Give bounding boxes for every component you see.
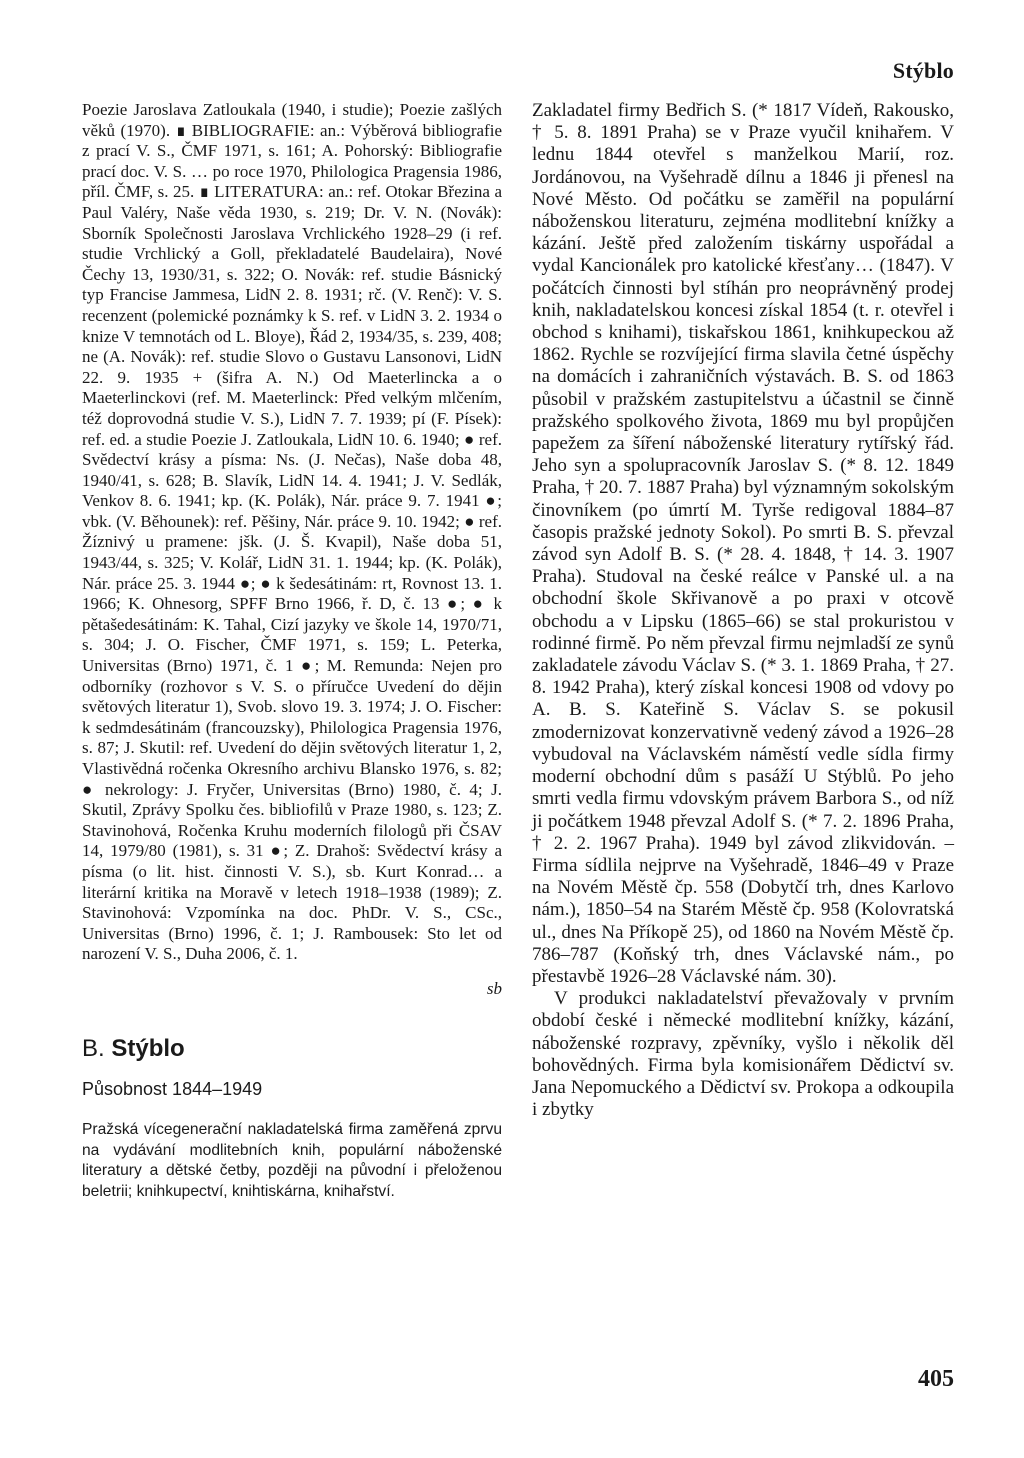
entry-period: Působnost 1844–1949 (82, 1078, 263, 1099)
entry-title (82, 1035, 502, 1063)
body-paragraph-1: Zakladatel firmy Bedřich S. (* 1817 Vídeň, Rakousko, † 5. 8. 1891 Praha) se v Praze vyučil knihařem. V lednu 1844 otevřel s manželkou Marií, roz. Jordánovou, na Vyšehradě dílnu a 1846 ji přenesl na Nové Město. Od počátku se zaměřil na populární náboženskou literaturu, zejména modlitební knížky a kázání. Ještě před založením tiskárny uspořádal a vydal Kancionálek pro katolické křesťany… (1847). V počátcích činnosti byl stíhán pro neoprávněný prodej knih, nakladatelskou koncesi získal 1854 (t. r. otevřel i obchod s knihami), tiskařskou 1861, knihkupeckou až 1862. Rychle se rozvíjející firma slavila četné úspěchy na domácích i zahraničních výstavách. B. S. od 1863 působil v pražském zastupitelstvu a účastnil se činně pražského spolkového života, 1869 mu byl propůjčen papežem za šíření náboženské literatury rytířský řád. Jeho syn a spolupracovník Jaroslav S. (* 8. 12. 1849 Praha, † 20. 7. 1887 Praha) byl významným sokolským činovníkem (po úmrtí M. Tyrše redigoval 1884–87 časopis pražské jednoty Sokol). Po smrti B. S. převzal závod syn Adolf B. S. (* 28. 4. 1848, † 14. 3. 1907 Praha). Studoval na české reálce v Panské ul. a na obchodní škole Skřivanově a po praxi v otcově obchodu a v Lipsku (1865–66) se stal prokuristou v rodinné firmě. Po něm převzal firmu nejmladší ze synů zakladatele závodu Václav S. (* 3. 1. 1869 Praha, † 27. 8. 1942 Praha), který získal koncesi 1908 od vdovy po A. B. S. Kateřině S. Václav S. se pokusil zmodernizovat konzervativně vedený závod a 1926–28 vybudoval na Václavském náměstí vedle sídla firmy moderní obchodní dům s pasáží U Stýblů. Po jeho smrti vedla firmu vdovským právem Barbora S., od níž ji počátkem 1948 převzal Adolf S. (* 7. 2. 1896 Praha, † 2. 2. 1967 Praha). 1949 byl závod zlikvidován. – Firma sídlila nejprve na Vyšehradě, 1846–49 v Praze na Novém Městě čp. 558 (Dobytčí trh, dnes Karlovo nám.), 1850–54 na Starém Městě čp. 958 (Kolovratská ul., dnes Na Příkopě 25), od 1860 na Novém Městě čp. 786–787 (Koňský trh, dnes Václavské nám., po přestavbě 1926–28 Václavské nám. 30). (532, 100, 954, 987)
entry-title-name: Stýblo (111, 1034, 185, 1062)
page-number: 405 (918, 1366, 954, 1392)
entry-title-prefix: B. (82, 1034, 105, 1062)
left-column (82, 100, 502, 1202)
body-paragraph-2: V produkci nakladatelství převažovaly v prvním období české i německé modlitební knížky, kázání, náboženské rozpravy, zpěvníky, vyšlo i několik děl bohovědných. Firma byla komisionářem Dědictví sv. Jana Nepomuckého a Dědictví sv. Prokopa a odkoupila i zbytky (532, 988, 954, 1121)
entry-abstract: Pražská vícegenerační nakladatelská firma zaměřená zprvu na vydávání modlitebních knih, populární náboženské literatury a dětské četby, později na původní i přeloženou beletrii; knihkupectví, knihtiskárna, knihařství. (82, 1120, 502, 1200)
right-column (532, 100, 954, 1121)
bibliography-paragraph: Poezie Jaroslava Zatloukala (1940, i studie); Poezie zašlých věků (1970). ∎ BIBLIOGRAFIE: an.: Výběrová bibliografie z prací V. S., ČMF 1971, s. 161; A. Pohorský: Bibliografie prací doc. V. S. … po roce 1970, Philologica Pragensia 1986, příl. ČMF, s. 25. ∎ LITERATURA: an.: ref. Otokar Březina a Paul Valéry, Naše věda 1930, s. 219; Dr. V. N. (Novák): Sborník Společnosti Jaroslava Vrchlického 1928–29 (i ref. studie Vrchlický a Goll, překladatelé Baudelaira), Nové Čechy 13, 1930/31, s. 322; O. Novák: ref. studie Básnický typ Francise Jammesa, LidN 2. 8. 1931; rč. (V. Renč): V. S. recenzent (polemické poznámky k S. ref. v LidN 3. 2. 1934 o knize V temnotách od L. Bloye), Řád 2, 1934/35, s. 239, 408; ne (A. Novák): ref. studie Slovo o Gustavu Lansonovi, LidN 22. 9. 1935 + (šifra A. N.) Od Maeterlincka a o Maeterlinckovi (ref. M. Maeterlinck: Před velkým mlčením, též doprovodná studie V. S.), LidN 7. 7. 1939; pí (F. Písek): ref. ed. a studie Poezie J. Zatloukala, LidN 10. 6. 1940; ● ref. Svědectví krásy a písma: Ns. (J. Nečas), Naše doba 48, 1940/41, s. 628; B. Slavík, LidN 14. 4. 1941; J. V. Sedlák, Venkov 8. 6. 1941; kp. (K. Polák), Nár. práce 9. 7. 1941 ●; vbk. (V. Běhounek): ref. Pěšiny, Nár. práce 9. 10. 1942; ● ref. Žíznivý u pramene: jšk. (J. Š. Kvapil), Naše doba 51, 1943/44, s. 325; V. Kolář, LidN 31. 1. 1944; kp. (K. Polák), Nár. práce 25. 3. 1944 ●; ● k šedesátinám: rt, Rovnost 13. 1. 1966; K. Ohnesorg, SPFF Brno 1966, ř. D, č. 13 ●; ● k pětašedesátinám: K. Tahal, Cizí jazyky ve škole 14, 1970/71, s. 304; J. O. Fischer, ČMF 1971, s. 159; L. Peterka, Universitas (Brno) 1971, č. 1 ●; M. Remunda: Nejen pro odborníky (rozhovor s V. S. o příručce Uvedení do dějin světových literatur 1), Svob. slovo 19. 3. 1974; J. O. Fischer: k sedmdesátinám (francouzsky), Philologica Pragensia 1976, s. 87; J. Skutil: ref. Uvedení do dějin světových literatur 1, 2, Vlastivědná ročenka Okresního archivu Blansko 1976, s. 82; ● nekrology: J. Fryčer, Universitas (Brno) 1980, č. 4; J. Skutil, Zprávy Spolku čes. bibliofilů v Praze 1980, s. 123; Z. Stavinohová, Ročenka Kruhu moderních filologů při ČSAV 14, 1979/80 (1981), s. 31 ●; Z. Drahoš: Svědectví krásy a písma (o lit. hist. činnosti V. S.), sb. Kurt Konrad… a literární kritika na Moravě v letech 1918–1938 (1989); Z. Stavinohová: Vzpomínka na doc. PhDr. V. S., CSc., Universitas (Brno) 1996, č. 1; J. Rambousek: Sto let od narození V. S., Duha 2006, č. 1. (82, 100, 502, 964)
author-signature: sb (486, 978, 502, 998)
running-head: Stýblo (892, 58, 954, 83)
